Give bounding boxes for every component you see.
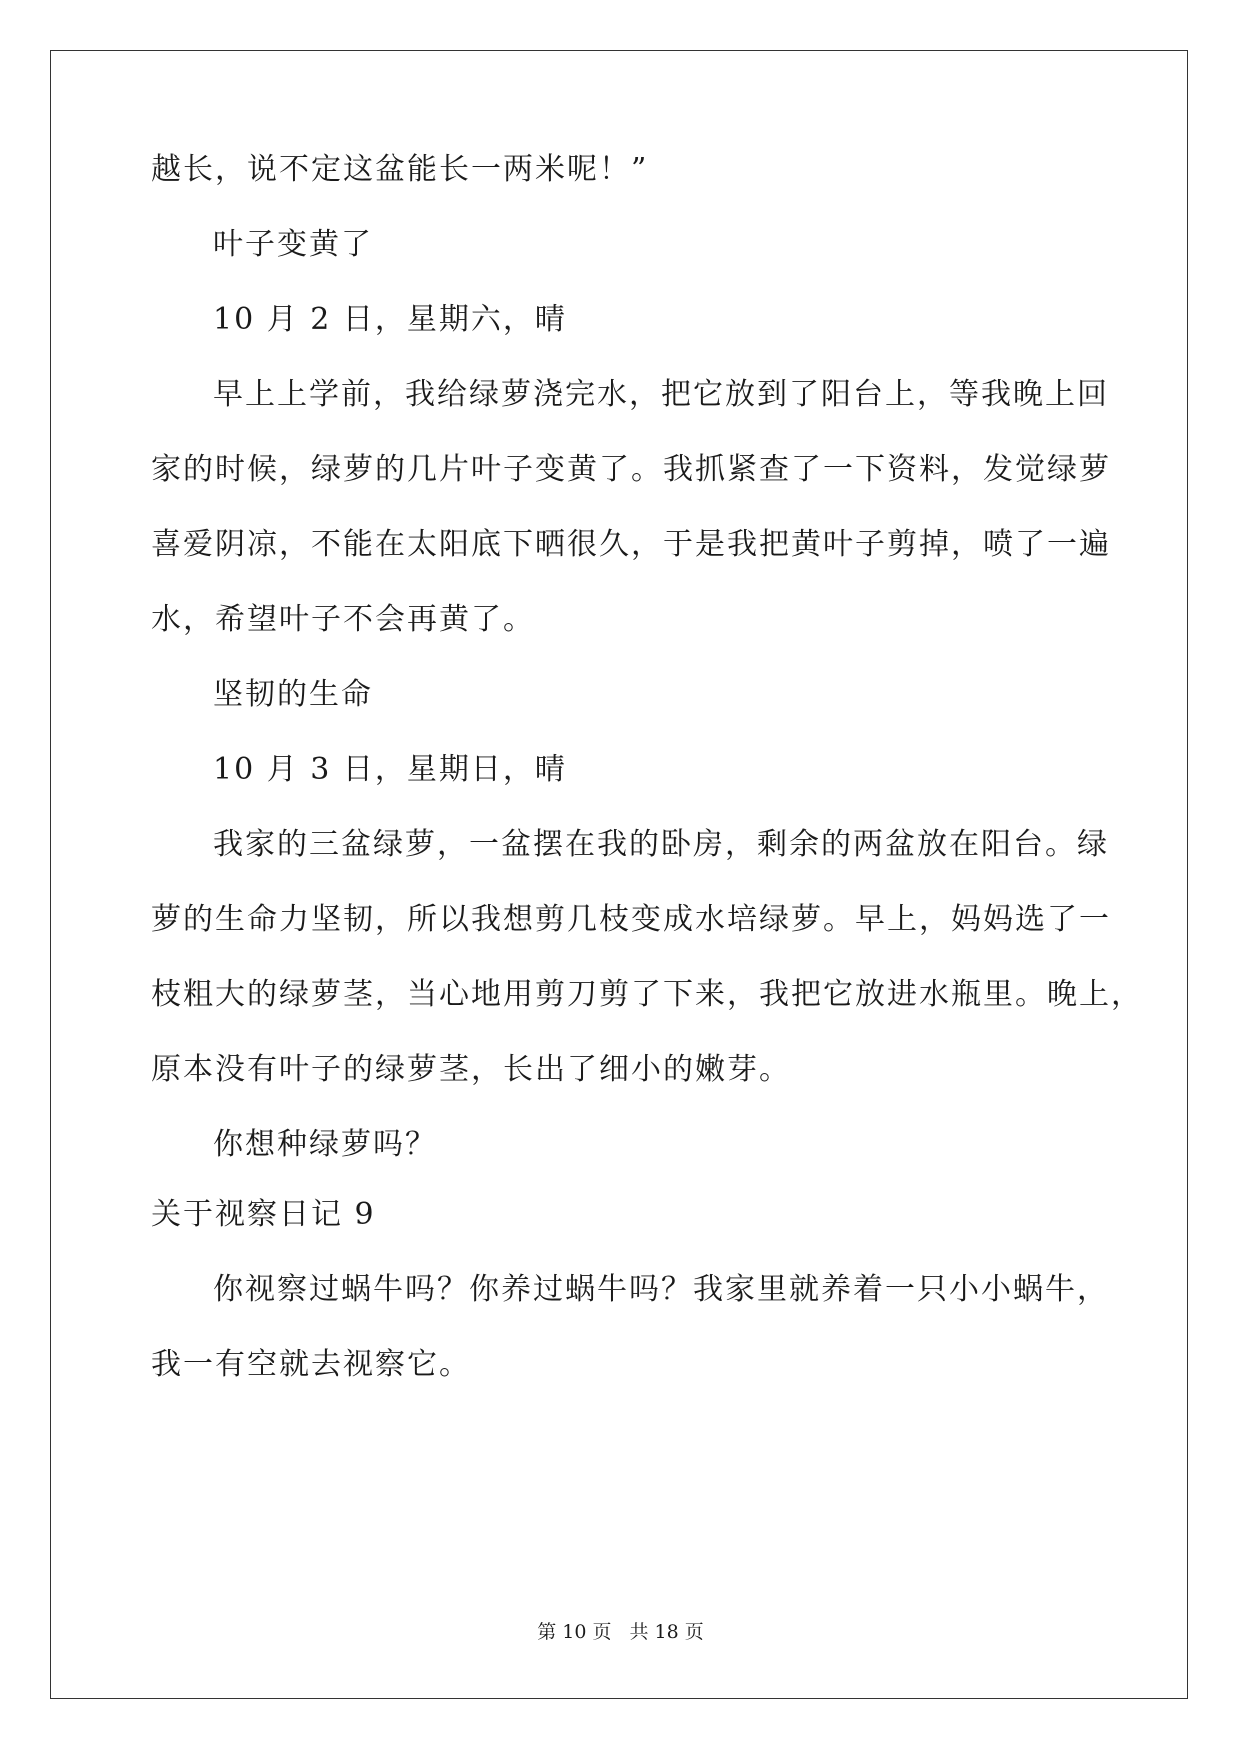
paragraph-line: 原本没有叶子的绿萝茎，长出了细小的嫩芽。 [151,1052,791,1087]
paragraph-line: 早上上学前，我给绿萝浇完水，把它放到了阳台上，等我晚上回 [213,377,1109,412]
paragraph-line: 我一有空就去视察它。 [151,1347,471,1382]
page-number: 第 10 页 [537,1621,612,1643]
page-footer [0,1620,1241,1644]
diary-date: 10 月 3 日，星期日，晴 [213,752,567,787]
paragraph-line: 枝粗大的绿萝茎，当心地用剪刀剪了下来，我把它放进水瓶里。晚上， [151,977,1143,1012]
paragraph-line: 萝的生命力坚韧，所以我想剪几枝变成水培绿萝。早上，妈妈选了一 [151,902,1111,937]
paragraph-line: 我家的三盆绿萝，一盆摆在我的卧房，剩余的两盆放在阳台。绿 [213,827,1109,862]
paragraph-line: 家的时候，绿萝的几片叶子变黄了。我抓紧查了一下资料，发觉绿萝 [151,452,1111,487]
diary-date: 10 月 2 日，星期六，晴 [213,302,567,337]
section-heading: 叶子变黄了 [213,227,373,262]
paragraph-line: 你想种绿萝吗？ [213,1127,437,1162]
section-heading: 坚韧的生命 [213,677,373,712]
paragraph-line: 你视察过蜗牛吗？你养过蜗牛吗？我家里就养着一只小小蜗牛， [213,1272,1109,1307]
paragraph-line: 水，希望叶子不会再黄了。 [151,602,535,637]
page-border [50,50,1188,1699]
entry-title: 关于视察日记 9 [151,1197,376,1232]
paragraph-line: 喜爱阴凉，不能在太阳底下晒很久，于是我把黄叶子剪掉，喷了一遍 [151,527,1111,562]
page-total: 共 18 页 [629,1621,704,1643]
paragraph-line: 越长，说不定这盆能长一两米呢！” [151,152,649,187]
